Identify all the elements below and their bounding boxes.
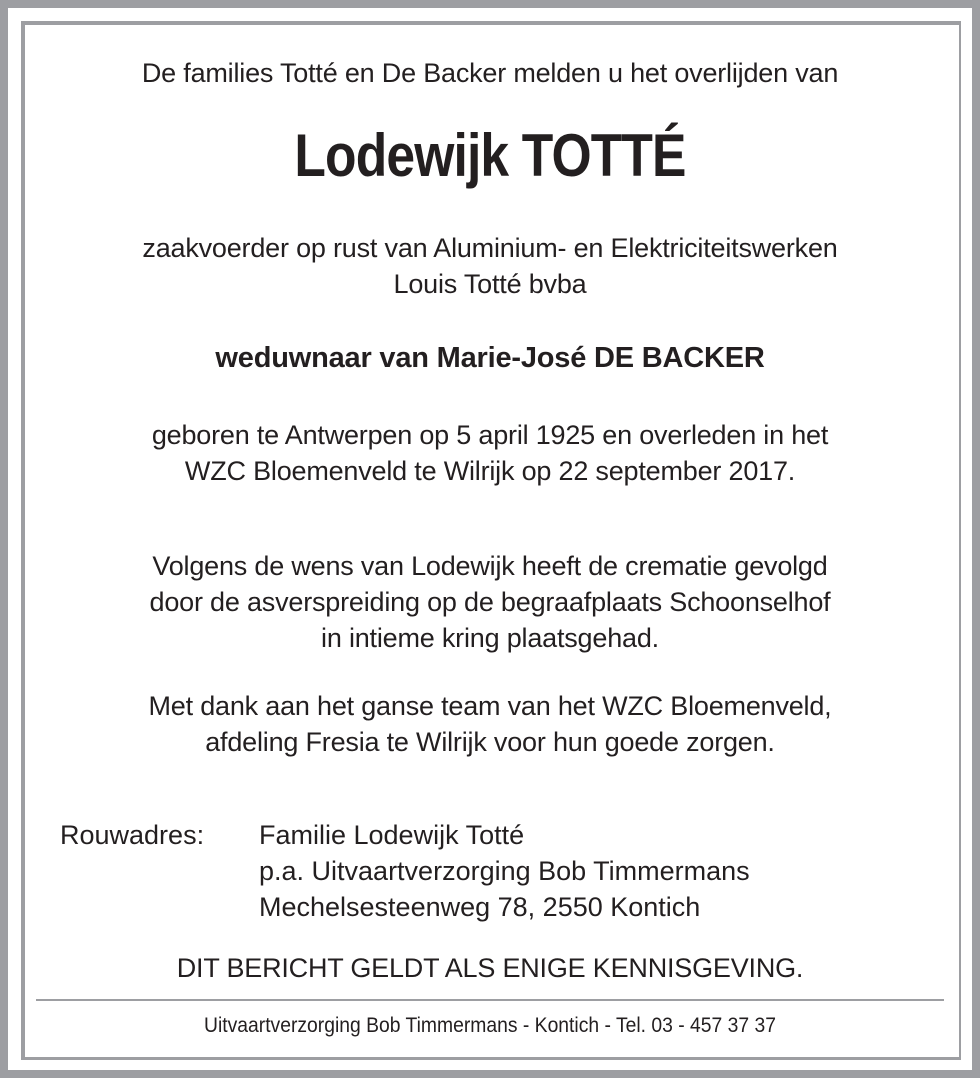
- cremation-line: door de asverspreiding op de begraafplaats Schoonselhof: [149, 587, 831, 617]
- address-line: Mechelsesteenweg 78, 2550 Kontich: [259, 892, 701, 922]
- birth-death-line: geboren te Antwerpen op 5 april 1925 en overleden in het: [151, 420, 829, 450]
- birth-death-line: WZC Bloemenveld te Wilrijk op 22 september 2017.: [184, 456, 796, 486]
- cremation-line: Volgens de wens van Lodewijk heeft de crematie gevolgd: [152, 551, 828, 581]
- occupation: [0, 230, 980, 302]
- deceased-name: Lodewijk TOTTÉ: [294, 122, 686, 189]
- thanks-text: [0, 688, 980, 760]
- address-label: Rouwadres:: [60, 820, 205, 850]
- cremation-info: [0, 548, 980, 656]
- address-line: p.a. Uitvaartverzorging Bob Timmermans: [259, 856, 750, 886]
- birth-death-info: [0, 417, 980, 489]
- address-line: Familie Lodewijk Totté: [259, 820, 525, 850]
- occupation-line: zaakvoerder op rust van Aluminium- en Elektriciteitswerken: [142, 233, 838, 263]
- occupation-line: Louis Totté bvba: [393, 269, 587, 299]
- cremation-line: in intieme kring plaatsgehad.: [321, 623, 659, 653]
- notice-text: DIT BERICHT GELDT ALS ENIGE KENNISGEVING.: [176, 953, 804, 983]
- footer-text: Uitvaartverzorging Bob Timmermans - Kontich - Tel. 03 - 457 37 37: [203, 1014, 776, 1037]
- thanks-line: afdeling Fresia te Wilrijk voor hun goede zorgen.: [205, 727, 775, 757]
- address-lines: [259, 817, 750, 925]
- divider: [36, 999, 944, 1001]
- widower-of: weduwnaar van Marie-José DE BACKER: [215, 342, 765, 374]
- thanks-line: Met dank aan het ganse team van het WZC Bloemenveld,: [148, 691, 832, 721]
- intro-text: De families Totté en De Backer melden u het overlijden van: [141, 58, 839, 88]
